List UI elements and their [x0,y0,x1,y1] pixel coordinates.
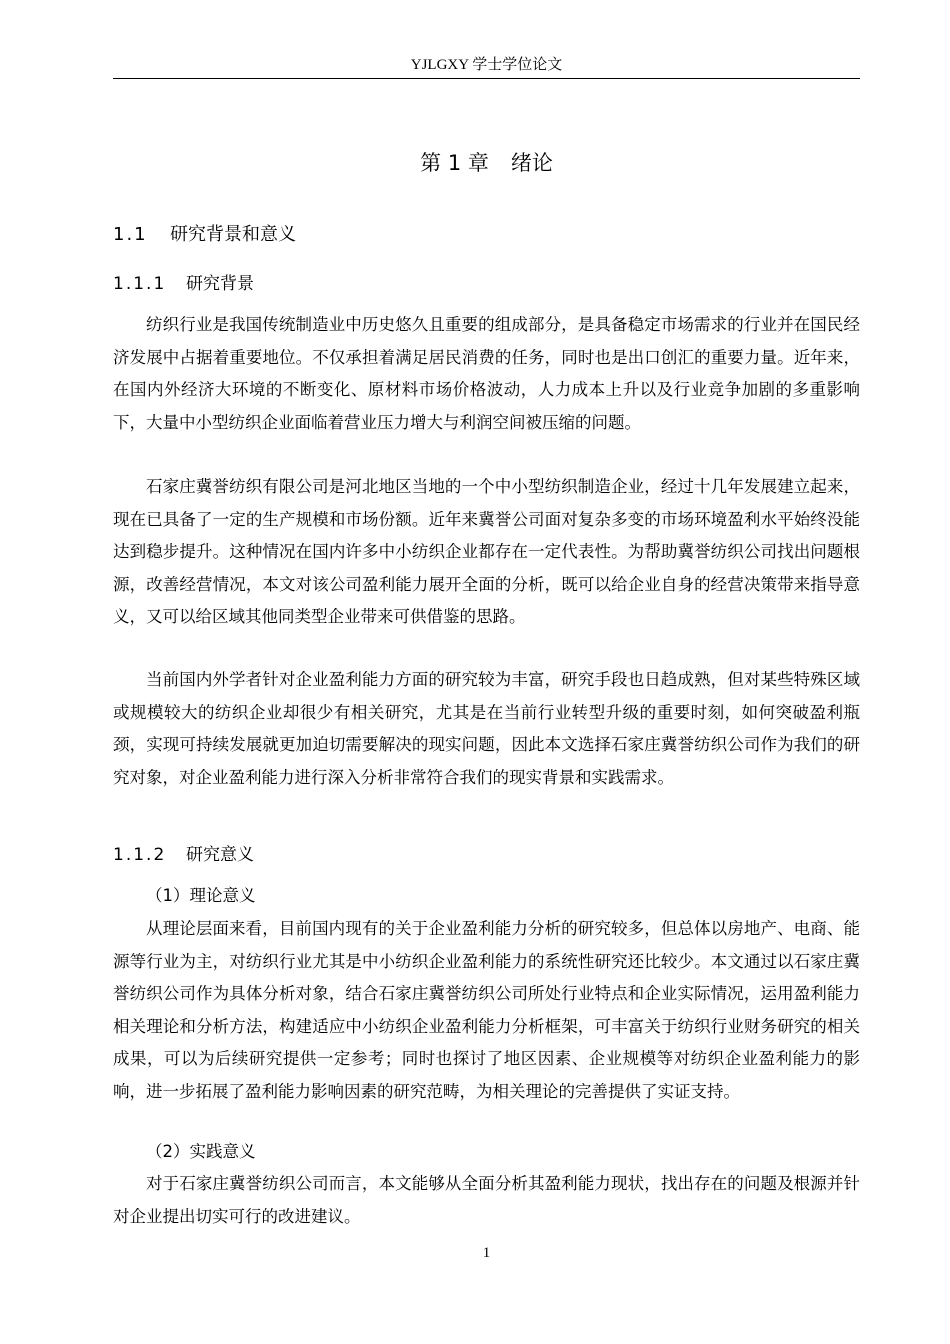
paragraph-practice: 对于石家庄冀誉纺织公司而言，本文能够从全面分析其盈利能力现状，找出存在的问题及根源并针对企业提出切实可行的改进建议。 [113,1174,860,1226]
running-header: YJLGXY 学士学位论文 [410,57,563,73]
chapter-title-text: 绪论 [510,151,553,175]
item-label-practice: （2）实践意义 [146,1142,256,1161]
paragraph-background-1: 纺织行业是我国传统制造业中历史悠久且重要的组成部分，是具备稳定市场需求的行业并在国民经济发展中占据着重要地位。不仅承担着满足居民消费的任务，同时也是出口创汇的重要力量。近年来，在国内外经济大环境的不断变化、原材料市场价格波动，人力成本上升以及行业竞争加剧的多重影响下，大量中小型纺织企业面临着营业压力增大与利润空间被压缩的问题。 [113,315,860,432]
page-number: 1 [482,1245,491,1261]
section-title: 研究背景和意义 [170,224,296,245]
section-title: 研究意义 [186,845,254,865]
chapter-number: 第 1 章 [420,151,489,175]
section-heading-1-1-1 [113,272,254,296]
item-label-theory: （1）理论意义 [146,886,256,905]
paragraph-theory: 从理论层面来看，目前国内现有的关于企业盈利能力分析的研究较多，但总体以房地产、电商、能源等行业为主，对纺织行业尤其是中小纺织企业盈利能力的系统性研究还比较少。本文通过以石家庄冀誉纺织公司作为具体分析对象，结合石家庄冀誉纺织公司所处行业特点和企业实际情况，运用盈利能力相关理论和分析方法，构建适应中小纺织企业盈利能力分析框架，可丰富关于纺织行业财务研究的相关成果，可以为后续研究提供一定参考；同时也探讨了地区因素、企业规模等对纺织企业盈利能力的影响，进一步拓展了盈利能力影响因素的研究范畴，为相关理论的完善提供了实证支持。 [113,919,860,1101]
paragraph-background-2: 石家庄冀誉纺织有限公司是河北地区当地的一个中小型纺织制造企业，经过十几年发展建立起来，现在已具备了一定的生产规模和市场份额。近年来冀誉公司面对复杂多变的市场环境盈利水平始终没能达到稳步提升。这种情况在国内许多中小纺织企业都存在一定代表性。为帮助冀誉纺织公司找出问题根源，改善经营情况，本文对该公司盈利能力展开全面的分析，既可以给企业自身的经营决策带来指导意义，又可以给区域其他同类型企业带来可供借鉴的思路。 [113,477,860,626]
section-heading-1-1 [113,222,296,248]
chapter-title [113,148,860,178]
section-number: 1.1 [113,224,148,245]
header-rule [113,78,860,79]
section-title: 研究背景 [186,274,254,294]
section-heading-1-1-2 [113,843,254,867]
section-number: 1.1.2 [113,845,167,865]
section-number: 1.1.1 [113,274,167,294]
paragraph-background-3: 当前国内外学者针对企业盈利能力方面的研究较为丰富，研究手段也日趋成熟，但对某些特殊区域或规模较大的纺织企业却很少有相关研究，尤其是在当前行业转型升级的重要时刻，如何突破盈利瓶颈，实现可持续发展就更加迫切需要解决的现实问题，因此本文选择石家庄冀誉纺织公司作为我们的研究对象，对企业盈利能力进行深入分析非常符合我们的现实背景和实践需求。 [113,670,860,787]
